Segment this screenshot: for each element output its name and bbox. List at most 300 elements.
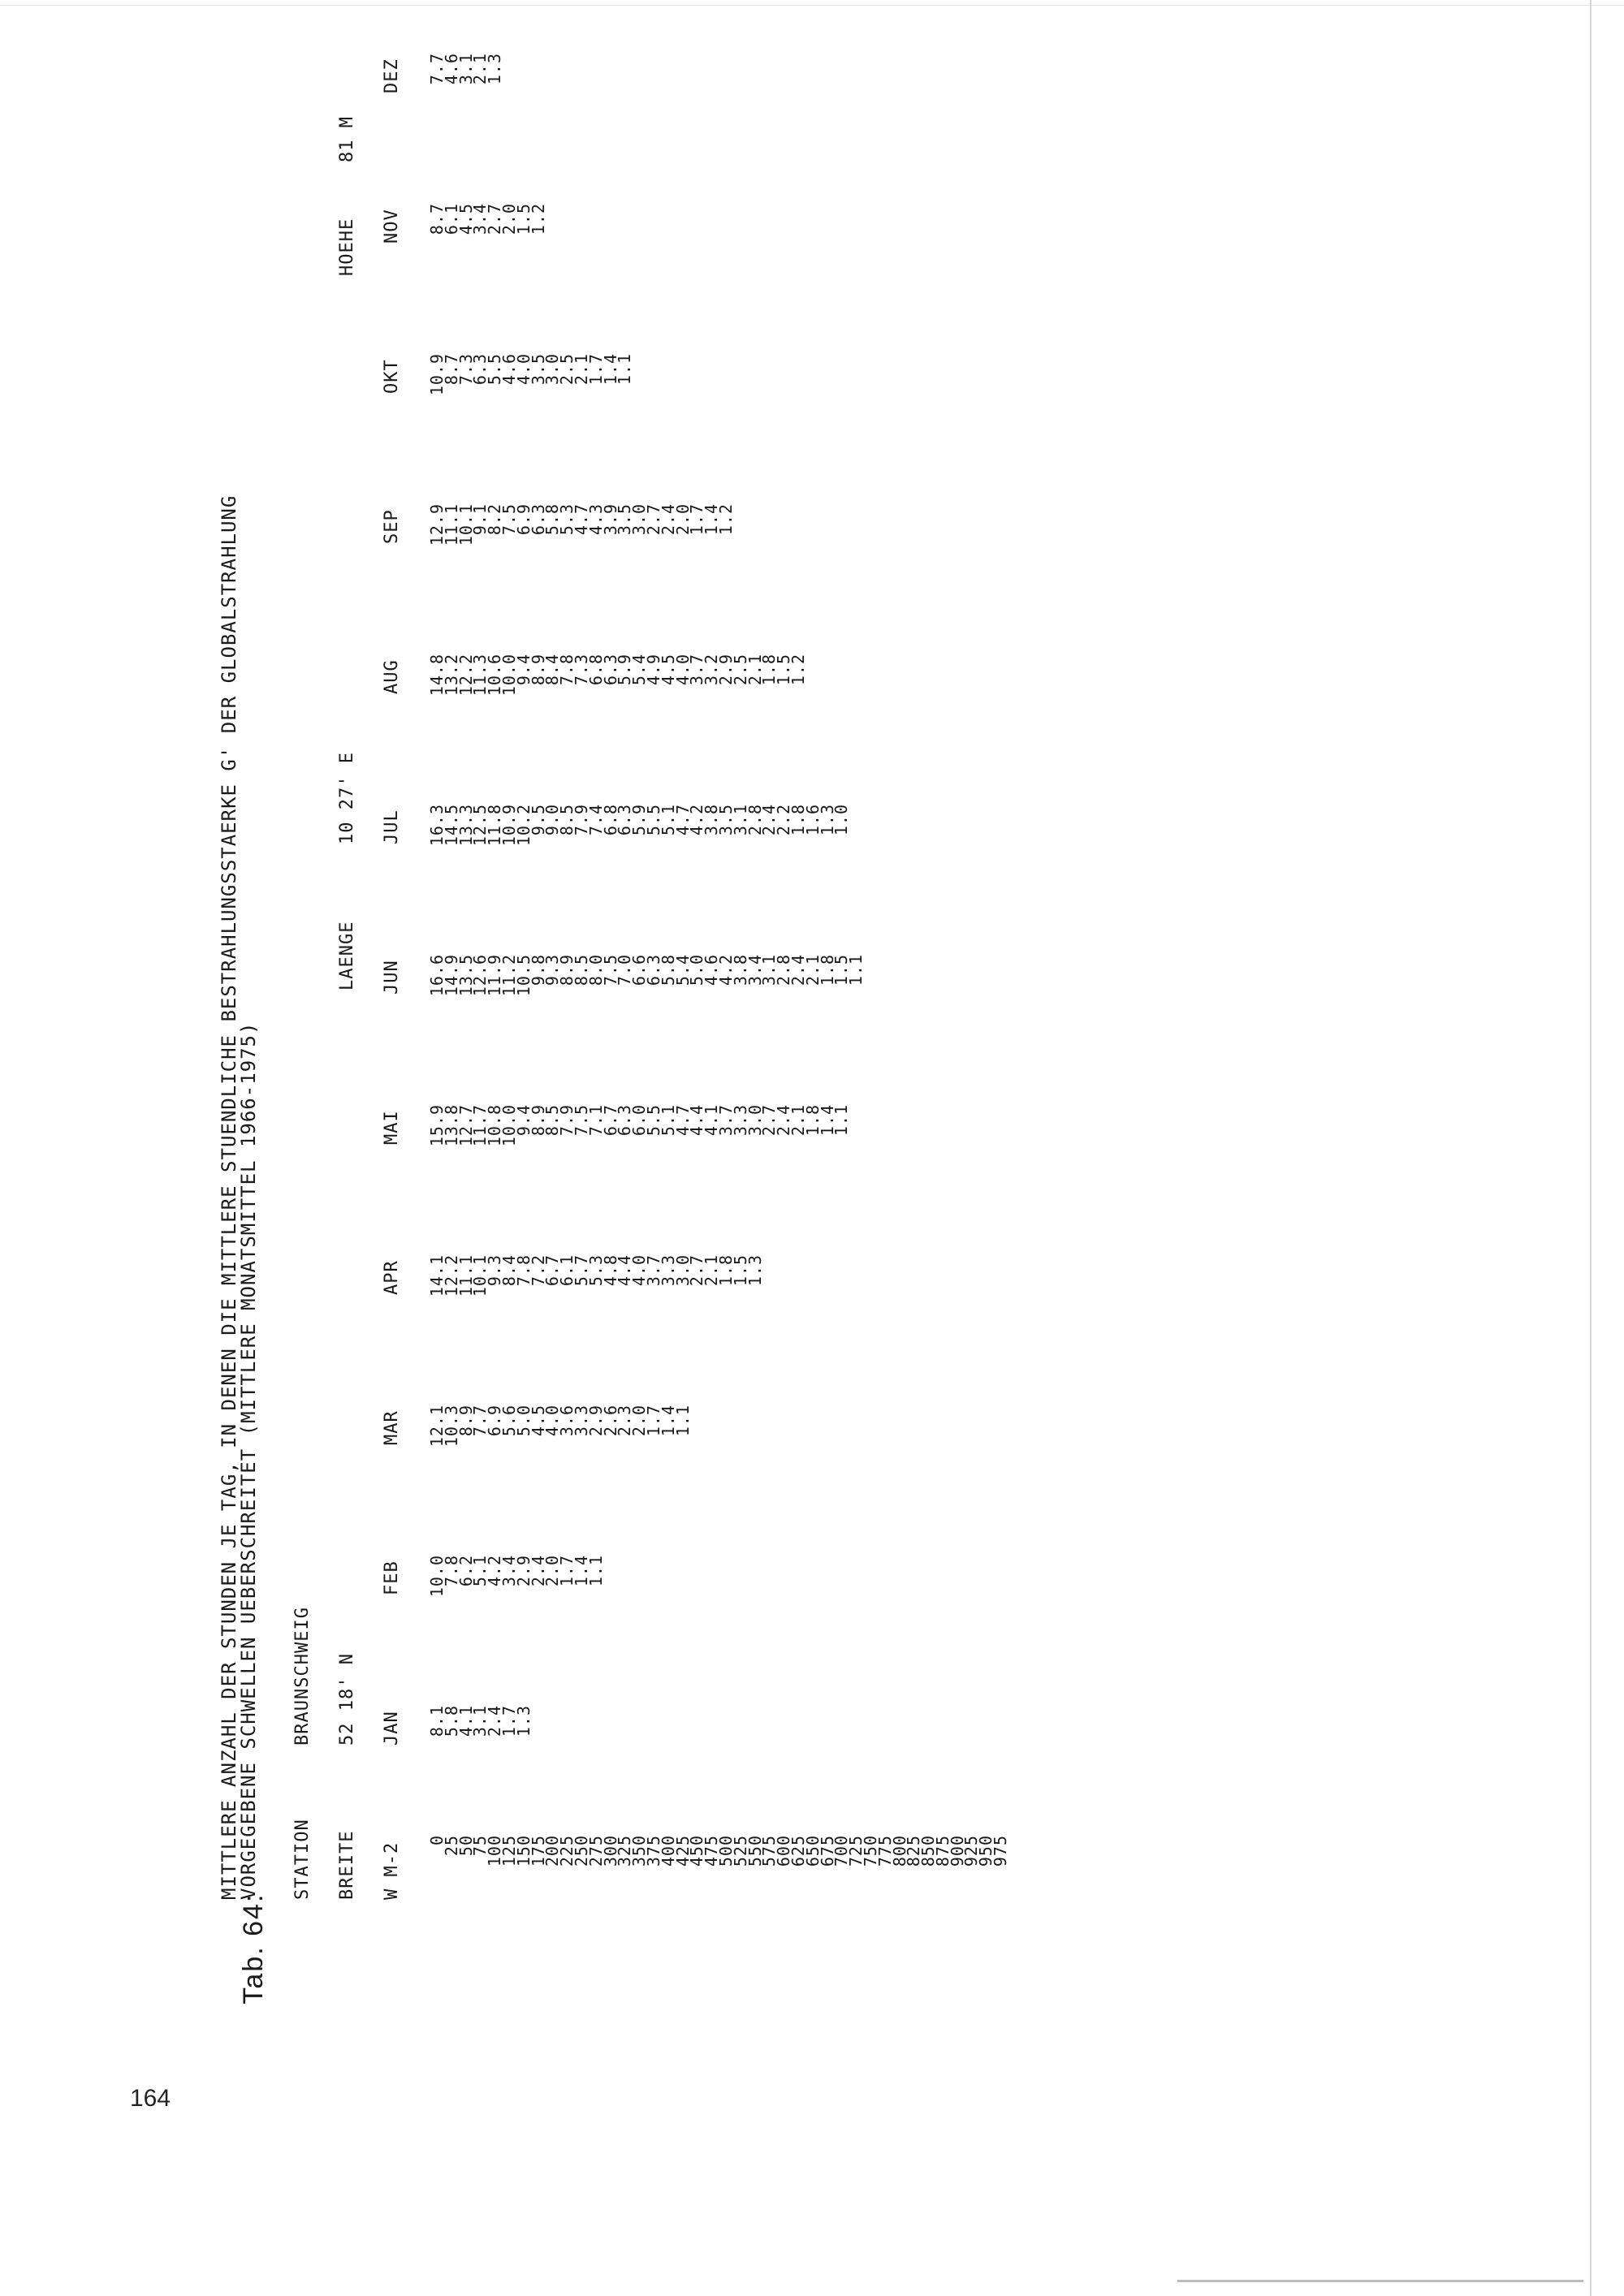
value-cell: 1.8 <box>759 654 780 686</box>
hoehe-value: 81 M <box>337 116 357 162</box>
value-cell: 4.2 <box>687 804 707 836</box>
threshold-cell: 475 <box>702 1835 722 1867</box>
value-cell: 7.5 <box>499 503 519 536</box>
value-cell: 2.9 <box>585 1405 606 1437</box>
threshold-cell: 975 <box>991 1835 1011 1867</box>
value-cell: 7.2 <box>528 1254 548 1287</box>
value-cell: 3.3 <box>658 1254 678 1287</box>
value-cell: 6.6 <box>629 954 650 986</box>
threshold-cell: 925 <box>961 1835 982 1867</box>
value-cell: 1.5 <box>774 654 794 686</box>
value-cell: 2.1 <box>571 353 591 386</box>
value-cell: 2.5 <box>557 353 577 386</box>
threshold-cell: 825 <box>904 1835 924 1867</box>
threshold-cell: 200 <box>542 1835 563 1867</box>
value-cell: 2.4 <box>658 503 678 536</box>
caption <box>211 1893 296 2062</box>
value-cell: 5.1 <box>658 804 678 836</box>
value-cell: 4.6 <box>441 53 461 85</box>
value-cell: 1.8 <box>715 1254 736 1287</box>
value-cell: 1.4 <box>658 1405 678 1437</box>
value-cell: 10.9 <box>499 804 519 847</box>
value-cell: 11.1 <box>441 503 461 546</box>
value-cell: 8.7 <box>427 203 447 235</box>
threshold-cell: 950 <box>976 1835 996 1867</box>
value-cell: 10.0 <box>499 654 519 697</box>
month-column-jan <box>427 1705 533 1770</box>
value-cell: 6.3 <box>643 954 663 986</box>
value-cell: 2.7 <box>759 1104 780 1137</box>
value-cell: 2.4 <box>485 1705 505 1737</box>
month-header-sep: SEP <box>382 509 402 544</box>
value-cell: 9.5 <box>528 804 548 836</box>
threshold-cell: 900 <box>947 1835 967 1867</box>
value-cell: 6.3 <box>615 1104 635 1137</box>
threshold-cell: 125 <box>499 1835 519 1867</box>
month-header-dez: DEZ <box>382 58 402 93</box>
value-cell: 6.1 <box>557 1254 577 1287</box>
value-cell: 2.0 <box>499 203 519 235</box>
value-cell: 4.0 <box>629 1254 650 1287</box>
threshold-cell: 425 <box>672 1835 693 1867</box>
value-cell: 1.8 <box>802 1104 823 1137</box>
value-cell: 6.3 <box>470 353 490 386</box>
threshold-cell: 50 <box>456 1835 476 1857</box>
value-cell: 10.6 <box>485 654 505 697</box>
value-cell: 14.5 <box>441 804 461 847</box>
threshold-cell: 100 <box>485 1835 505 1867</box>
value-cell: 4.6 <box>499 353 519 386</box>
value-cell: 3.6 <box>557 1405 577 1437</box>
value-cell: 10.9 <box>427 353 447 396</box>
value-cell: 13.8 <box>441 1104 461 1147</box>
scan-edge-bottom <box>1177 2280 1583 2282</box>
value-cell: 3.5 <box>615 503 635 536</box>
value-cell: 6.7 <box>542 1254 563 1287</box>
threshold-header: W M-2 <box>382 1841 402 1900</box>
value-cell: 11.8 <box>485 804 505 847</box>
value-cell: 8.5 <box>571 954 591 986</box>
value-cell: 4.5 <box>528 1405 548 1437</box>
threshold-cell: 725 <box>846 1835 866 1867</box>
value-cell: 10.5 <box>513 954 533 997</box>
threshold-cell: 800 <box>889 1835 909 1867</box>
threshold-cell: 150 <box>513 1835 533 1867</box>
month-column-jul <box>427 804 852 869</box>
value-cell: 6.8 <box>600 804 620 836</box>
threshold-cell: 500 <box>715 1835 736 1867</box>
value-cell: 7.4 <box>585 804 606 836</box>
value-cell: 3.8 <box>702 804 722 836</box>
threshold-cell: 525 <box>730 1835 750 1867</box>
threshold-cell: 250 <box>571 1835 591 1867</box>
value-cell: 10.1 <box>470 1254 490 1297</box>
laenge-value: 10 27' E <box>337 752 357 844</box>
value-cell: 6.9 <box>485 1405 505 1437</box>
value-cell: 2.1 <box>470 53 490 85</box>
value-cell: 15.9 <box>427 1104 447 1147</box>
scan-edge-right <box>1590 0 1592 2296</box>
value-cell: 4.8 <box>600 1254 620 1287</box>
month-header-mai: MAI <box>382 1110 402 1145</box>
value-cell: 6.3 <box>528 503 548 536</box>
threshold-cell: 675 <box>817 1835 837 1867</box>
value-cell: 12.1 <box>427 1405 447 1448</box>
value-cell: 9.8 <box>528 954 548 986</box>
month-header-mar: MAR <box>382 1410 402 1445</box>
value-cell: 4.9 <box>643 654 663 686</box>
value-cell: 3.1 <box>470 1705 490 1737</box>
value-cell: 2.1 <box>702 1254 722 1287</box>
value-cell: 7.0 <box>615 954 635 986</box>
value-cell: 4.5 <box>456 203 476 235</box>
value-cell: 5.7 <box>571 1254 591 1287</box>
threshold-cell: 350 <box>629 1835 650 1867</box>
value-cell: 3.4 <box>470 203 490 235</box>
value-cell: 11.1 <box>456 1254 476 1297</box>
value-cell: 9.4 <box>513 654 533 686</box>
value-cell: 5.8 <box>658 954 678 986</box>
breite-label: BREITE <box>337 1830 357 1900</box>
value-cell: 3.4 <box>499 1555 519 1587</box>
value-cell: 13.3 <box>456 804 476 847</box>
value-cell: 2.8 <box>745 804 765 836</box>
value-cell: 6.3 <box>615 804 635 836</box>
threshold-cell: 750 <box>860 1835 880 1867</box>
value-cell: 4.7 <box>571 503 591 536</box>
value-cell: 12.2 <box>441 1254 461 1297</box>
value-cell: 10.0 <box>427 1555 447 1598</box>
threshold-cell: 875 <box>932 1835 952 1867</box>
value-cell: 1.7 <box>499 1705 519 1737</box>
value-cell: 1.1 <box>615 353 635 386</box>
threshold-cell: 325 <box>615 1835 635 1867</box>
value-cell: 9.1 <box>470 503 490 536</box>
threshold-cell: 600 <box>774 1835 794 1867</box>
value-cell: 7.7 <box>427 53 447 85</box>
value-cell: 14.1 <box>427 1254 447 1297</box>
value-cell: 10.3 <box>441 1405 461 1448</box>
month-column-mai <box>427 1104 852 1169</box>
value-cell: 1.1 <box>672 1405 693 1437</box>
value-cell: 3.5 <box>715 804 736 836</box>
value-cell: 1.6 <box>802 804 823 836</box>
value-cell: 1.5 <box>831 954 852 986</box>
value-cell: 3.2 <box>702 654 722 686</box>
threshold-cell: 625 <box>788 1835 808 1867</box>
month-header-nov: NOV <box>382 209 402 244</box>
value-cell: 1.3 <box>513 1705 533 1737</box>
value-cell: 2.6 <box>600 1405 620 1437</box>
value-cell: 2.3 <box>615 1405 635 1437</box>
value-cell: 5.1 <box>470 1555 490 1587</box>
value-cell: 6.3 <box>600 654 620 686</box>
value-cell: 7.1 <box>585 1104 606 1137</box>
value-cell: 12.9 <box>427 503 447 546</box>
value-cell: 5.9 <box>615 654 635 686</box>
month-header-jul: JUL <box>382 809 402 844</box>
value-cell: 8.1 <box>427 1705 447 1737</box>
value-cell: 4.3 <box>585 503 606 536</box>
threshold-cell: 25 <box>441 1835 461 1857</box>
threshold-cell: 75 <box>470 1835 490 1857</box>
value-cell: 5.4 <box>672 954 693 986</box>
value-cell: 3.4 <box>745 954 765 986</box>
value-cell: 6.2 <box>456 1555 476 1587</box>
value-cell: 1.0 <box>831 804 852 836</box>
value-cell: 2.9 <box>513 1555 533 1587</box>
value-cell: 6.7 <box>600 1104 620 1137</box>
value-cell: 2.0 <box>542 1555 563 1587</box>
month-column-feb <box>427 1555 606 1620</box>
threshold-cell: 575 <box>759 1835 780 1867</box>
threshold-cell: 175 <box>528 1835 548 1867</box>
value-cell: 11.3 <box>470 654 490 697</box>
value-cell: 4.0 <box>542 1405 563 1437</box>
value-cell: 8.5 <box>542 1104 563 1137</box>
value-cell: 5.5 <box>643 1104 663 1137</box>
value-cell: 8.2 <box>485 503 505 536</box>
value-cell: 3.7 <box>643 1254 663 1287</box>
value-cell: 2.2 <box>774 804 794 836</box>
value-cell: 1.1 <box>585 1555 606 1587</box>
value-cell: 3.0 <box>672 1254 693 1287</box>
table-number-label: Tab. 64: <box>238 1892 269 2005</box>
value-cell: 11.7 <box>470 1104 490 1147</box>
station-label: STATION <box>292 1819 313 1900</box>
value-cell: 1.1 <box>846 954 866 986</box>
value-cell: 3.1 <box>759 954 780 986</box>
value-cell: 3.1 <box>730 804 750 836</box>
value-cell: 13.5 <box>456 954 476 997</box>
value-cell: 2.0 <box>629 1405 650 1437</box>
threshold-cell: 775 <box>875 1835 895 1867</box>
value-cell: 4.4 <box>687 1104 707 1137</box>
month-header-apr: APR <box>382 1260 402 1295</box>
threshold-cell: 300 <box>600 1835 620 1867</box>
value-cell: 7.5 <box>571 1104 591 1137</box>
threshold-cell: 225 <box>557 1835 577 1867</box>
value-cell: 1.7 <box>557 1555 577 1587</box>
value-cell: 9.0 <box>542 804 563 836</box>
value-cell: 1.2 <box>715 503 736 536</box>
value-cell: 2.1 <box>802 954 823 986</box>
value-cell: 8.9 <box>456 1405 476 1437</box>
caption-line-2: VORGEGEBENE SCHWELLEN UEBERSCHREITET (MITTLERE MONATSMITTEL 1966-1975) <box>237 1021 260 1900</box>
scan-edge-top <box>0 5 1624 6</box>
threshold-cell: 400 <box>658 1835 678 1867</box>
month-header-aug: AUG <box>382 659 402 694</box>
value-cell: 12.5 <box>470 804 490 847</box>
breite-value: 52 18' N <box>337 1653 357 1746</box>
value-cell: 5.6 <box>499 1405 519 1437</box>
value-cell: 3.5 <box>528 353 548 386</box>
value-cell: 1.3 <box>817 804 837 836</box>
month-header-feb: FEB <box>382 1560 402 1595</box>
value-cell: 7.7 <box>470 1405 490 1437</box>
value-cell: 7.3 <box>571 654 591 686</box>
value-cell: 2.4 <box>759 804 780 836</box>
value-cell: 1.3 <box>485 53 505 85</box>
rotated-table-block <box>211 53 1559 2062</box>
value-cell: 3.0 <box>542 353 563 386</box>
value-cell: 2.5 <box>730 654 750 686</box>
value-cell: 8.9 <box>557 954 577 986</box>
value-cell: 1.4 <box>600 353 620 386</box>
value-cell: 1.7 <box>643 1405 663 1437</box>
value-cell: 4.0 <box>672 654 693 686</box>
value-cell: 1.5 <box>730 1254 750 1287</box>
page-number: 164 <box>130 2085 171 2112</box>
value-cell: 7.8 <box>513 1254 533 1287</box>
value-cell: 3.9 <box>600 503 620 536</box>
hoehe-label: HOEHE <box>337 218 357 276</box>
value-cell: 2.4 <box>774 1104 794 1137</box>
value-cell: 8.0 <box>585 954 606 986</box>
value-cell: 5.8 <box>441 1705 461 1737</box>
value-cell: 4.7 <box>672 1104 693 1137</box>
value-cell: 10.0 <box>499 1104 519 1147</box>
station-name: BRAUNSCHWEIG <box>292 1607 313 1746</box>
laenge-label: LAENGE <box>337 921 357 990</box>
value-cell: 7.9 <box>557 1104 577 1137</box>
value-cell: 16.6 <box>427 954 447 997</box>
value-cell: 4.4 <box>615 1254 635 1287</box>
value-cell: 7.8 <box>557 654 577 686</box>
value-cell: 2.9 <box>715 654 736 686</box>
value-cell: 11.9 <box>485 954 505 997</box>
value-cell: 2.4 <box>788 954 808 986</box>
value-cell: 1.1 <box>831 1104 852 1137</box>
caption-line-1: MITTLERE ANZAHL DER STUNDEN JE TAG, IN DENEN DIE MITTLERE STUENDLICHE BESTRAHLUNGSSTAERKE G' DER GLOBALSTRAHLUNG <box>218 494 240 1900</box>
value-cell: 12.7 <box>456 1104 476 1147</box>
value-cell: 8.9 <box>528 654 548 686</box>
value-cell: 14.9 <box>441 954 461 997</box>
threshold-cell: 375 <box>643 1835 663 1867</box>
threshold-cell: 275 <box>585 1835 606 1867</box>
value-cell: 4.5 <box>658 654 678 686</box>
month-column-aug <box>427 654 808 719</box>
value-cell: 1.8 <box>788 804 808 836</box>
value-cell: 10.8 <box>485 1104 505 1147</box>
value-cell: 3.0 <box>745 1104 765 1137</box>
value-cell: 6.9 <box>513 503 533 536</box>
value-cell: 3.7 <box>715 1104 736 1137</box>
value-cell: 5.0 <box>687 954 707 986</box>
value-cell: 8.7 <box>441 353 461 386</box>
month-column-dez <box>427 53 505 118</box>
value-cell: 3.0 <box>629 503 650 536</box>
value-cell: 8.4 <box>542 654 563 686</box>
value-cell: 3.8 <box>730 954 750 986</box>
value-cell: 1.4 <box>817 1104 837 1137</box>
threshold-cell: 450 <box>687 1835 707 1867</box>
month-header-jan: JAN <box>382 1711 402 1746</box>
value-cell: 2.7 <box>485 203 505 235</box>
value-cell: 2.7 <box>643 503 663 536</box>
value-cell: 10.2 <box>513 804 533 847</box>
month-header-jun: JUN <box>382 960 402 995</box>
value-cell: 3.3 <box>571 1405 591 1437</box>
value-cell: 2.7 <box>687 1254 707 1287</box>
value-cell: 6.0 <box>629 1104 650 1137</box>
value-cell: 1.7 <box>585 353 606 386</box>
value-cell: 5.5 <box>643 804 663 836</box>
value-cell: 9.3 <box>485 1254 505 1287</box>
value-cell: 10.1 <box>456 503 476 546</box>
value-cell: 12.6 <box>470 954 490 997</box>
value-cell: 8.5 <box>557 804 577 836</box>
value-cell: 13.2 <box>441 654 461 697</box>
threshold-cell: 550 <box>745 1835 765 1867</box>
value-cell: 4.2 <box>715 954 736 986</box>
threshold-cell: 0 <box>427 1835 447 1846</box>
value-cell: 9.3 <box>542 954 563 986</box>
value-cell: 3.7 <box>687 654 707 686</box>
value-cell: 8.9 <box>528 1104 548 1137</box>
threshold-cell: 850 <box>918 1835 939 1867</box>
value-cell: 14.8 <box>427 654 447 697</box>
month-header-okt: OKT <box>382 359 402 394</box>
month-column-jun <box>427 954 866 1019</box>
value-cell: 1.5 <box>513 203 533 235</box>
value-cell: 5.9 <box>629 804 650 836</box>
value-cell: 5.8 <box>542 503 563 536</box>
value-cell: 7.8 <box>441 1555 461 1587</box>
value-cell: 2.0 <box>672 503 693 536</box>
value-cell: 6.1 <box>441 203 461 235</box>
value-cell: 7.5 <box>600 954 620 986</box>
value-cell: 5.4 <box>629 654 650 686</box>
month-column-sep <box>427 503 736 568</box>
value-cell: 1.7 <box>687 503 707 536</box>
value-cell: 5.0 <box>513 1405 533 1437</box>
value-cell: 8.4 <box>499 1254 519 1287</box>
threshold-column <box>427 1835 1011 1900</box>
value-cell: 4.0 <box>513 353 533 386</box>
value-cell: 3.3 <box>730 1104 750 1137</box>
value-cell: 7.3 <box>456 353 476 386</box>
value-cell: 4.1 <box>456 1705 476 1737</box>
value-cell: 1.2 <box>788 654 808 686</box>
value-cell: 5.3 <box>557 503 577 536</box>
value-cell: 2.1 <box>788 1104 808 1137</box>
value-cell: 1.2 <box>528 203 548 235</box>
value-cell: 5.1 <box>658 1104 678 1137</box>
value-cell: 1.4 <box>571 1555 591 1587</box>
value-cell: 2.1 <box>745 654 765 686</box>
month-column-apr <box>427 1254 765 1319</box>
value-cell: 4.6 <box>702 954 722 986</box>
value-cell: 1.8 <box>817 954 837 986</box>
value-cell: 7.9 <box>571 804 591 836</box>
value-cell: 5.3 <box>585 1254 606 1287</box>
value-cell: 5.5 <box>485 353 505 386</box>
value-cell: 3.1 <box>456 53 476 85</box>
value-cell: 2.8 <box>774 954 794 986</box>
month-column-okt <box>427 353 635 418</box>
value-cell: 4.2 <box>485 1555 505 1587</box>
month-column-nov <box>427 203 548 268</box>
value-cell: 2.4 <box>528 1555 548 1587</box>
value-cell: 1.3 <box>745 1254 765 1287</box>
value-cell: 1.4 <box>702 503 722 536</box>
value-cell: 4.1 <box>702 1104 722 1137</box>
value-cell: 6.8 <box>585 654 606 686</box>
value-cell: 9.4 <box>513 1104 533 1137</box>
value-cell: 12.2 <box>456 654 476 697</box>
threshold-cell: 650 <box>802 1835 823 1867</box>
